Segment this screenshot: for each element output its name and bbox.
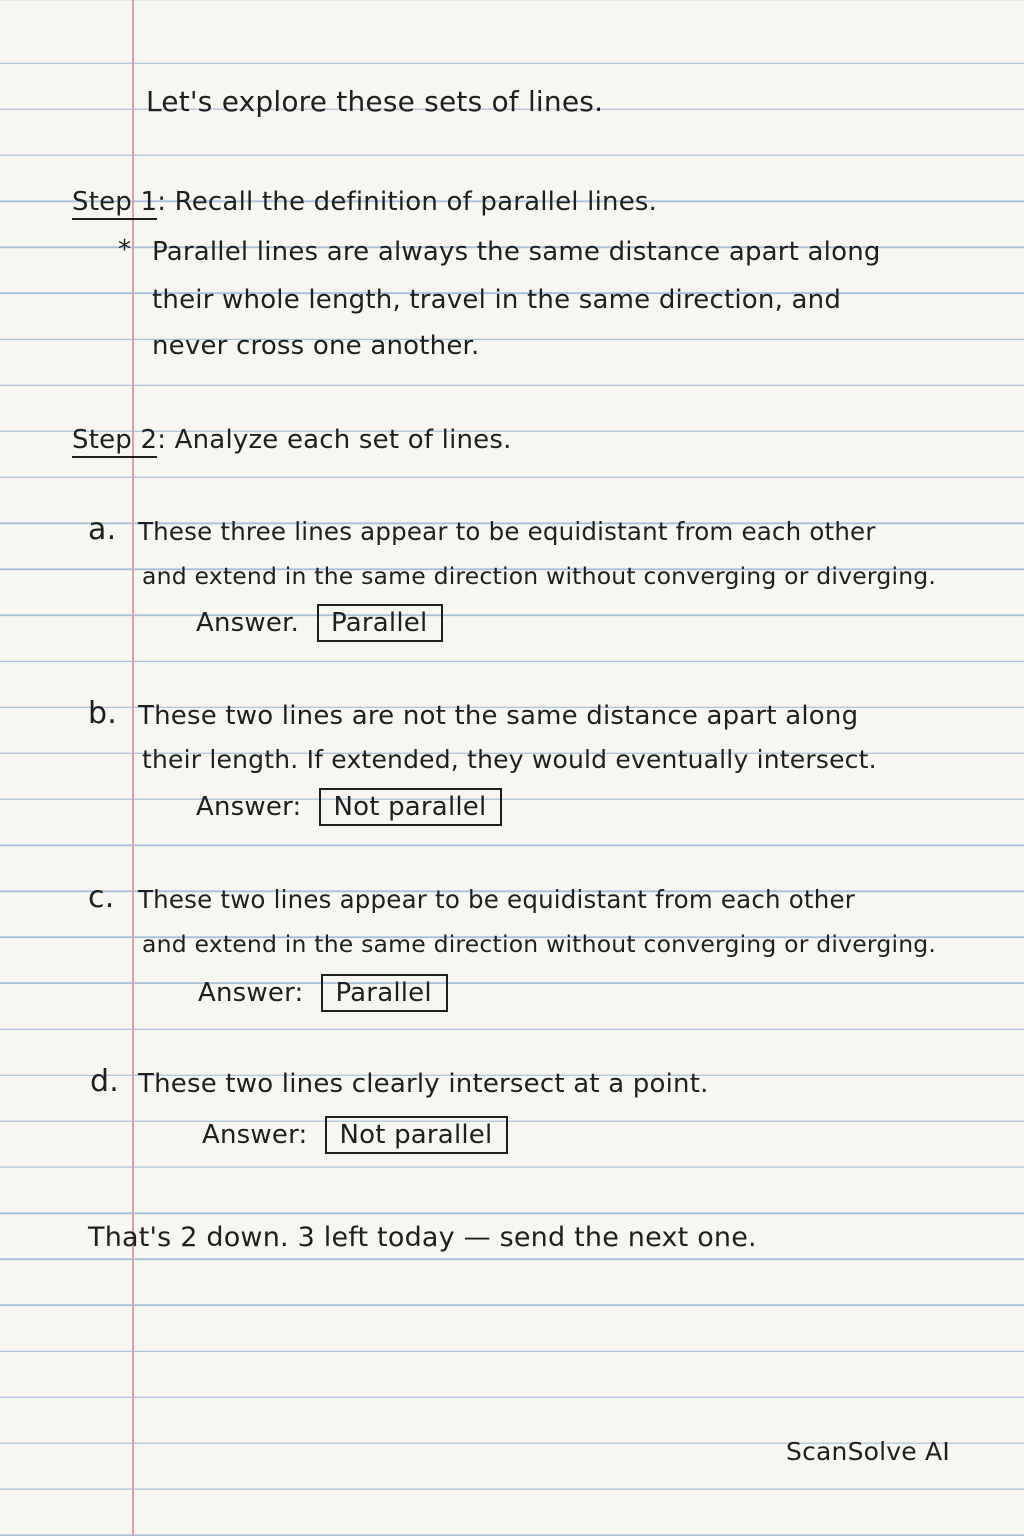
definition-line-1: Parallel lines are always the same distance apart along xyxy=(152,237,881,267)
item-d-letter: d. xyxy=(90,1064,119,1099)
item-b-line-1: These two lines are not the same distance apart along xyxy=(138,701,859,731)
step1-title: : Recall the definition of parallel lines. xyxy=(157,187,658,217)
answer-box: Parallel xyxy=(317,604,443,642)
answer-label: Answer: xyxy=(196,792,302,822)
answer-label: Answer. xyxy=(196,608,300,638)
step2-label: Step 2 xyxy=(72,425,157,458)
closing-text: That's 2 down. 3 left today — send the next one. xyxy=(88,1222,757,1253)
item-c-letter: c. xyxy=(88,880,115,915)
item-c-line-2: and extend in the same direction without converging or diverging. xyxy=(142,930,937,958)
answer-box: Parallel xyxy=(321,974,447,1012)
item-b-line-2: their length. If extended, they would eventually intersect. xyxy=(142,745,877,774)
item-a-line-2: and extend in the same direction without converging or diverging. xyxy=(142,562,937,590)
item-a-letter: a. xyxy=(88,512,117,547)
step1-heading xyxy=(72,186,657,218)
item-c-answer xyxy=(198,974,448,1012)
definition-line-2: their whole length, travel in the same direction, and xyxy=(152,285,842,315)
answer-box: Not parallel xyxy=(325,1116,508,1154)
step2-heading xyxy=(72,424,512,456)
item-d-answer xyxy=(202,1116,508,1154)
answer-label: Answer: xyxy=(198,978,304,1008)
item-a-line-1: These three lines appear to be equidistant from each other xyxy=(138,517,876,546)
step1-label: Step 1 xyxy=(72,187,157,220)
item-a-answer xyxy=(196,604,443,642)
definition-line-3: never cross one another. xyxy=(152,331,480,361)
answer-box: Not parallel xyxy=(319,788,502,826)
margin-line xyxy=(132,0,134,1536)
step2-title: : Analyze each set of lines. xyxy=(157,425,512,455)
item-d-line-1: These two lines clearly intersect at a point. xyxy=(138,1069,709,1099)
item-b-letter: b. xyxy=(88,696,117,731)
item-c-line-1: These two lines appear to be equidistant from each other xyxy=(138,885,856,914)
answer-label: Answer: xyxy=(202,1120,308,1150)
signature: ScanSolve AI xyxy=(786,1437,950,1466)
intro-text: Let's explore these sets of lines. xyxy=(146,85,604,118)
step1-bullet: * xyxy=(118,235,132,265)
item-b-answer xyxy=(196,788,502,826)
